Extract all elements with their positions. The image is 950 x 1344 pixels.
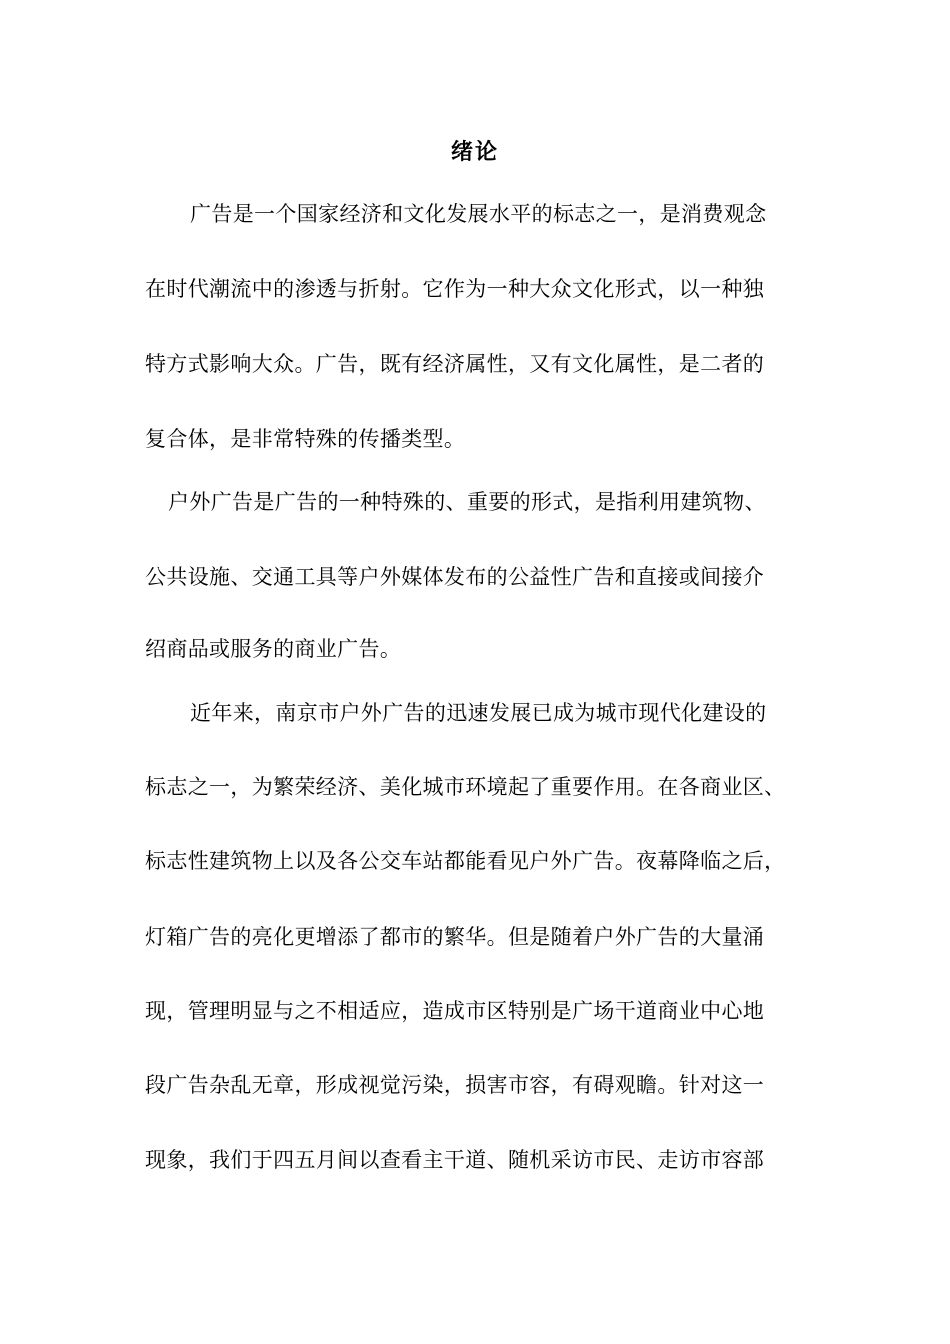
paragraph-3-line-4: 灯箱广告的亮化更增添了都市的繁华。但是随着户外广告的大量涌 [145,925,765,949]
paragraph-3-line-3: 标志性建筑物上以及各公交车站都能看见户外广告。夜幕降临之后， [145,849,786,873]
paragraph-1-line-1: 广告是一个国家经济和文化发展水平的标志之一，是消费观念 [190,202,767,226]
paragraph-3-line-6: 段广告杂乱无章，形成视觉污染，损害市容，有碍观瞻。针对这一 [145,1073,765,1097]
paragraph-1-line-3: 特方式影响大众。广告，既有经济属性，又有文化属性，是二者的 [145,352,765,376]
paragraph-2-line-1: 户外广告是广告的一种特殊的、重要的形式，是指利用建筑物、 [168,490,766,514]
paragraph-1-line-4: 复合体，是非常特殊的传播类型。 [145,427,466,451]
page-title: 绪论 [450,139,499,165]
paragraph-3-line-2: 标志之一，为繁荣经济、美化城市环境起了重要作用。在各商业区、 [145,775,786,799]
paragraph-2-line-3: 绍商品或服务的商业广告。 [145,637,402,661]
paragraph-3-line-5: 现，管理明显与之不相适应，造成市区特别是广场干道商业中心地 [145,999,765,1023]
paragraph-1-line-2: 在时代潮流中的渗透与折射。它作为一种大众文化形式，以一种独 [145,277,765,301]
paragraph-3-line-7: 现象，我们于四五月间以查看主干道、随机采访市民、走访市容部 [145,1148,765,1172]
paragraph-2-line-2: 公共设施、交通工具等户外媒体发布的公益性广告和直接或间接介 [145,565,765,589]
paragraph-3-line-1: 近年来，南京市户外广告的迅速发展已成为城市现代化建设的 [190,701,767,725]
